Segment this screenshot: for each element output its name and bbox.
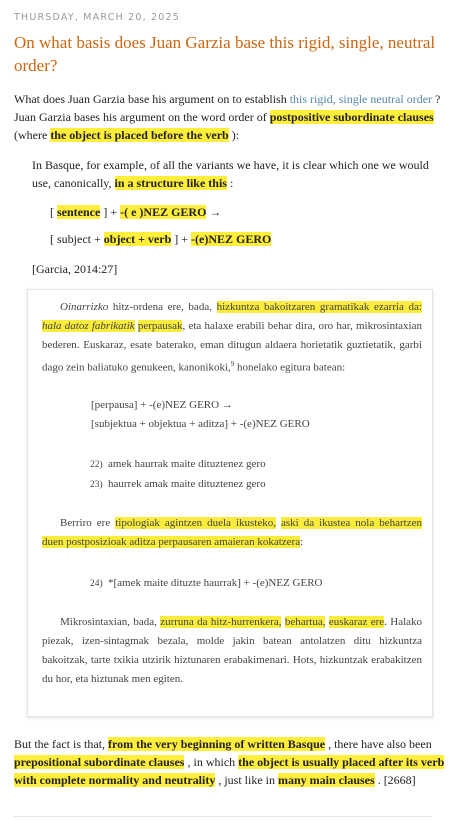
scan-example: amek haurrak maite dituztenez gero [108, 458, 266, 470]
highlight-object-after-verb: the object is usually placed after its verb with complete normality and neutrality [14, 755, 445, 787]
highlight-object-before-verb: the object is placed before the verb [50, 128, 229, 142]
example-rule-2 [50, 232, 271, 247]
highlight-sentence: sentence [57, 205, 101, 219]
scan-highlight: aski da ikustea nola behartzen duen postposizioak aditza perpausaren amaieran kokatzera [42, 517, 422, 548]
scan-italic: Oinarrizko [60, 301, 109, 313]
citation: [Garcia, 2014:27] [32, 262, 118, 276]
scan-example: haurrek amak maite dituztenez gero [108, 478, 266, 490]
example-number: 23) [90, 480, 103, 490]
scan-text: honelako egitura batean: [234, 361, 346, 374]
rule-text: [ subject + [50, 232, 104, 246]
outro-text: . [2668] [374, 773, 416, 787]
scanned-excerpt-image [27, 289, 433, 717]
rule-text: ] + [100, 205, 121, 219]
intro-paragraph [14, 90, 446, 144]
scan-text: . Halako piezak, izen-sintagmak bezala, molde jakin batean antolatzen ditu hizkuntza bakoitzak, tarte txikia utzirik hiztunaren erabakimenari. Hots, hizkuntzak erabakitzen du hor, eta hiztunak men egiten. [42, 616, 423, 685]
intro-text: ? Juan Garzia bases his argument on the word order of [14, 92, 441, 124]
post-date: THURSDAY, MARCH 20, 2025 [14, 12, 181, 23]
example-number: 22) [90, 460, 103, 470]
scan-highlight: perpausak [137, 320, 183, 332]
outro-text: But the fact is that, [14, 737, 108, 751]
outro-text: , just like in [215, 773, 278, 787]
scan-rule-2: [subjektua + objektua + aditza] + -(e)NEZ GERO [91, 418, 310, 430]
scan-paragraph-3 [42, 613, 422, 689]
scan-paragraph-2 [42, 514, 422, 552]
scan-rule-1: [perpausa] + -(e)NEZ GERO → [91, 399, 233, 411]
scan-text: : [300, 536, 304, 548]
highlight-object-verb: object + verb [103, 232, 172, 246]
example-rule-1 [50, 205, 221, 220]
outro-text: , in which [184, 755, 239, 769]
highlight-postpositive: postpositive subordinate clauses [269, 110, 434, 124]
quote-text: : [226, 176, 234, 190]
highlight-written-basque: from the very beginning of written Basque [107, 737, 326, 751]
rule-text: [ [50, 205, 57, 219]
scan-highlight: behartua, [284, 616, 326, 628]
example-number: 24) [90, 579, 103, 589]
scan-example: *[amek maite dituzte haurrak] + -(e)NEZ GERO [108, 577, 323, 589]
scan-text: Mikrosintaxian, bada, [60, 616, 161, 628]
scan-text: , eta halaxe erabili behar dira, oro har, mikrosintaxian bederen. Euskaraz, esate baterako, eman ditugun aldaera horietatik guztietatik, garbi dago zein baliatuko genukeen, kanonikoki, [42, 320, 422, 374]
blockquote-text [32, 156, 444, 192]
outro-text: , there have also been [325, 737, 432, 751]
scan-paragraph-1 [42, 298, 422, 378]
highlight-main-clauses: many main clauses [278, 773, 375, 787]
divider [14, 816, 432, 817]
arrow-icon: → [206, 205, 222, 219]
outro-paragraph [14, 735, 448, 789]
scan-highlight: tipologiak agintzen duela ikusteko, [115, 517, 276, 529]
highlight-prepositional: prepositional subordinate clauses [14, 755, 185, 769]
highlight-structure: in a structure like this [114, 176, 227, 190]
quote-text: In Basque, for example, of all the variants we have, it is clear which one we would use, canonically, [32, 158, 429, 190]
scan-highlight: euskaraz ere [328, 616, 385, 628]
intro-text: What does Juan Garzia base his argument on to establish [14, 92, 290, 106]
scan-highlight: zurruna da hitz-hurrenkera, [160, 616, 282, 628]
rule-text: ] + [171, 232, 192, 246]
post-title[interactable]: On what basis does Juan Garzia base this rigid, single, neutral order? [14, 33, 436, 75]
footnote-marker: 9 [230, 360, 235, 368]
scan-highlight: hala datoz fabrikatik [42, 320, 135, 332]
highlight-nez-gero: -(e)NEZ GERO [191, 232, 272, 246]
highlight-nez-gero: -( e )NEZ GERO [120, 205, 207, 219]
scan-highlight: hizkuntza bakoitzaren gramatikak ezarria da: [216, 301, 422, 313]
scan-text: hitz-ordena ere, bada, [108, 301, 217, 313]
scan-text: Berriro ere [60, 517, 116, 529]
rigid-order-link[interactable]: this rigid, single neutral order [289, 92, 433, 106]
intro-text: (where [14, 128, 51, 142]
intro-text: ): [228, 128, 240, 142]
